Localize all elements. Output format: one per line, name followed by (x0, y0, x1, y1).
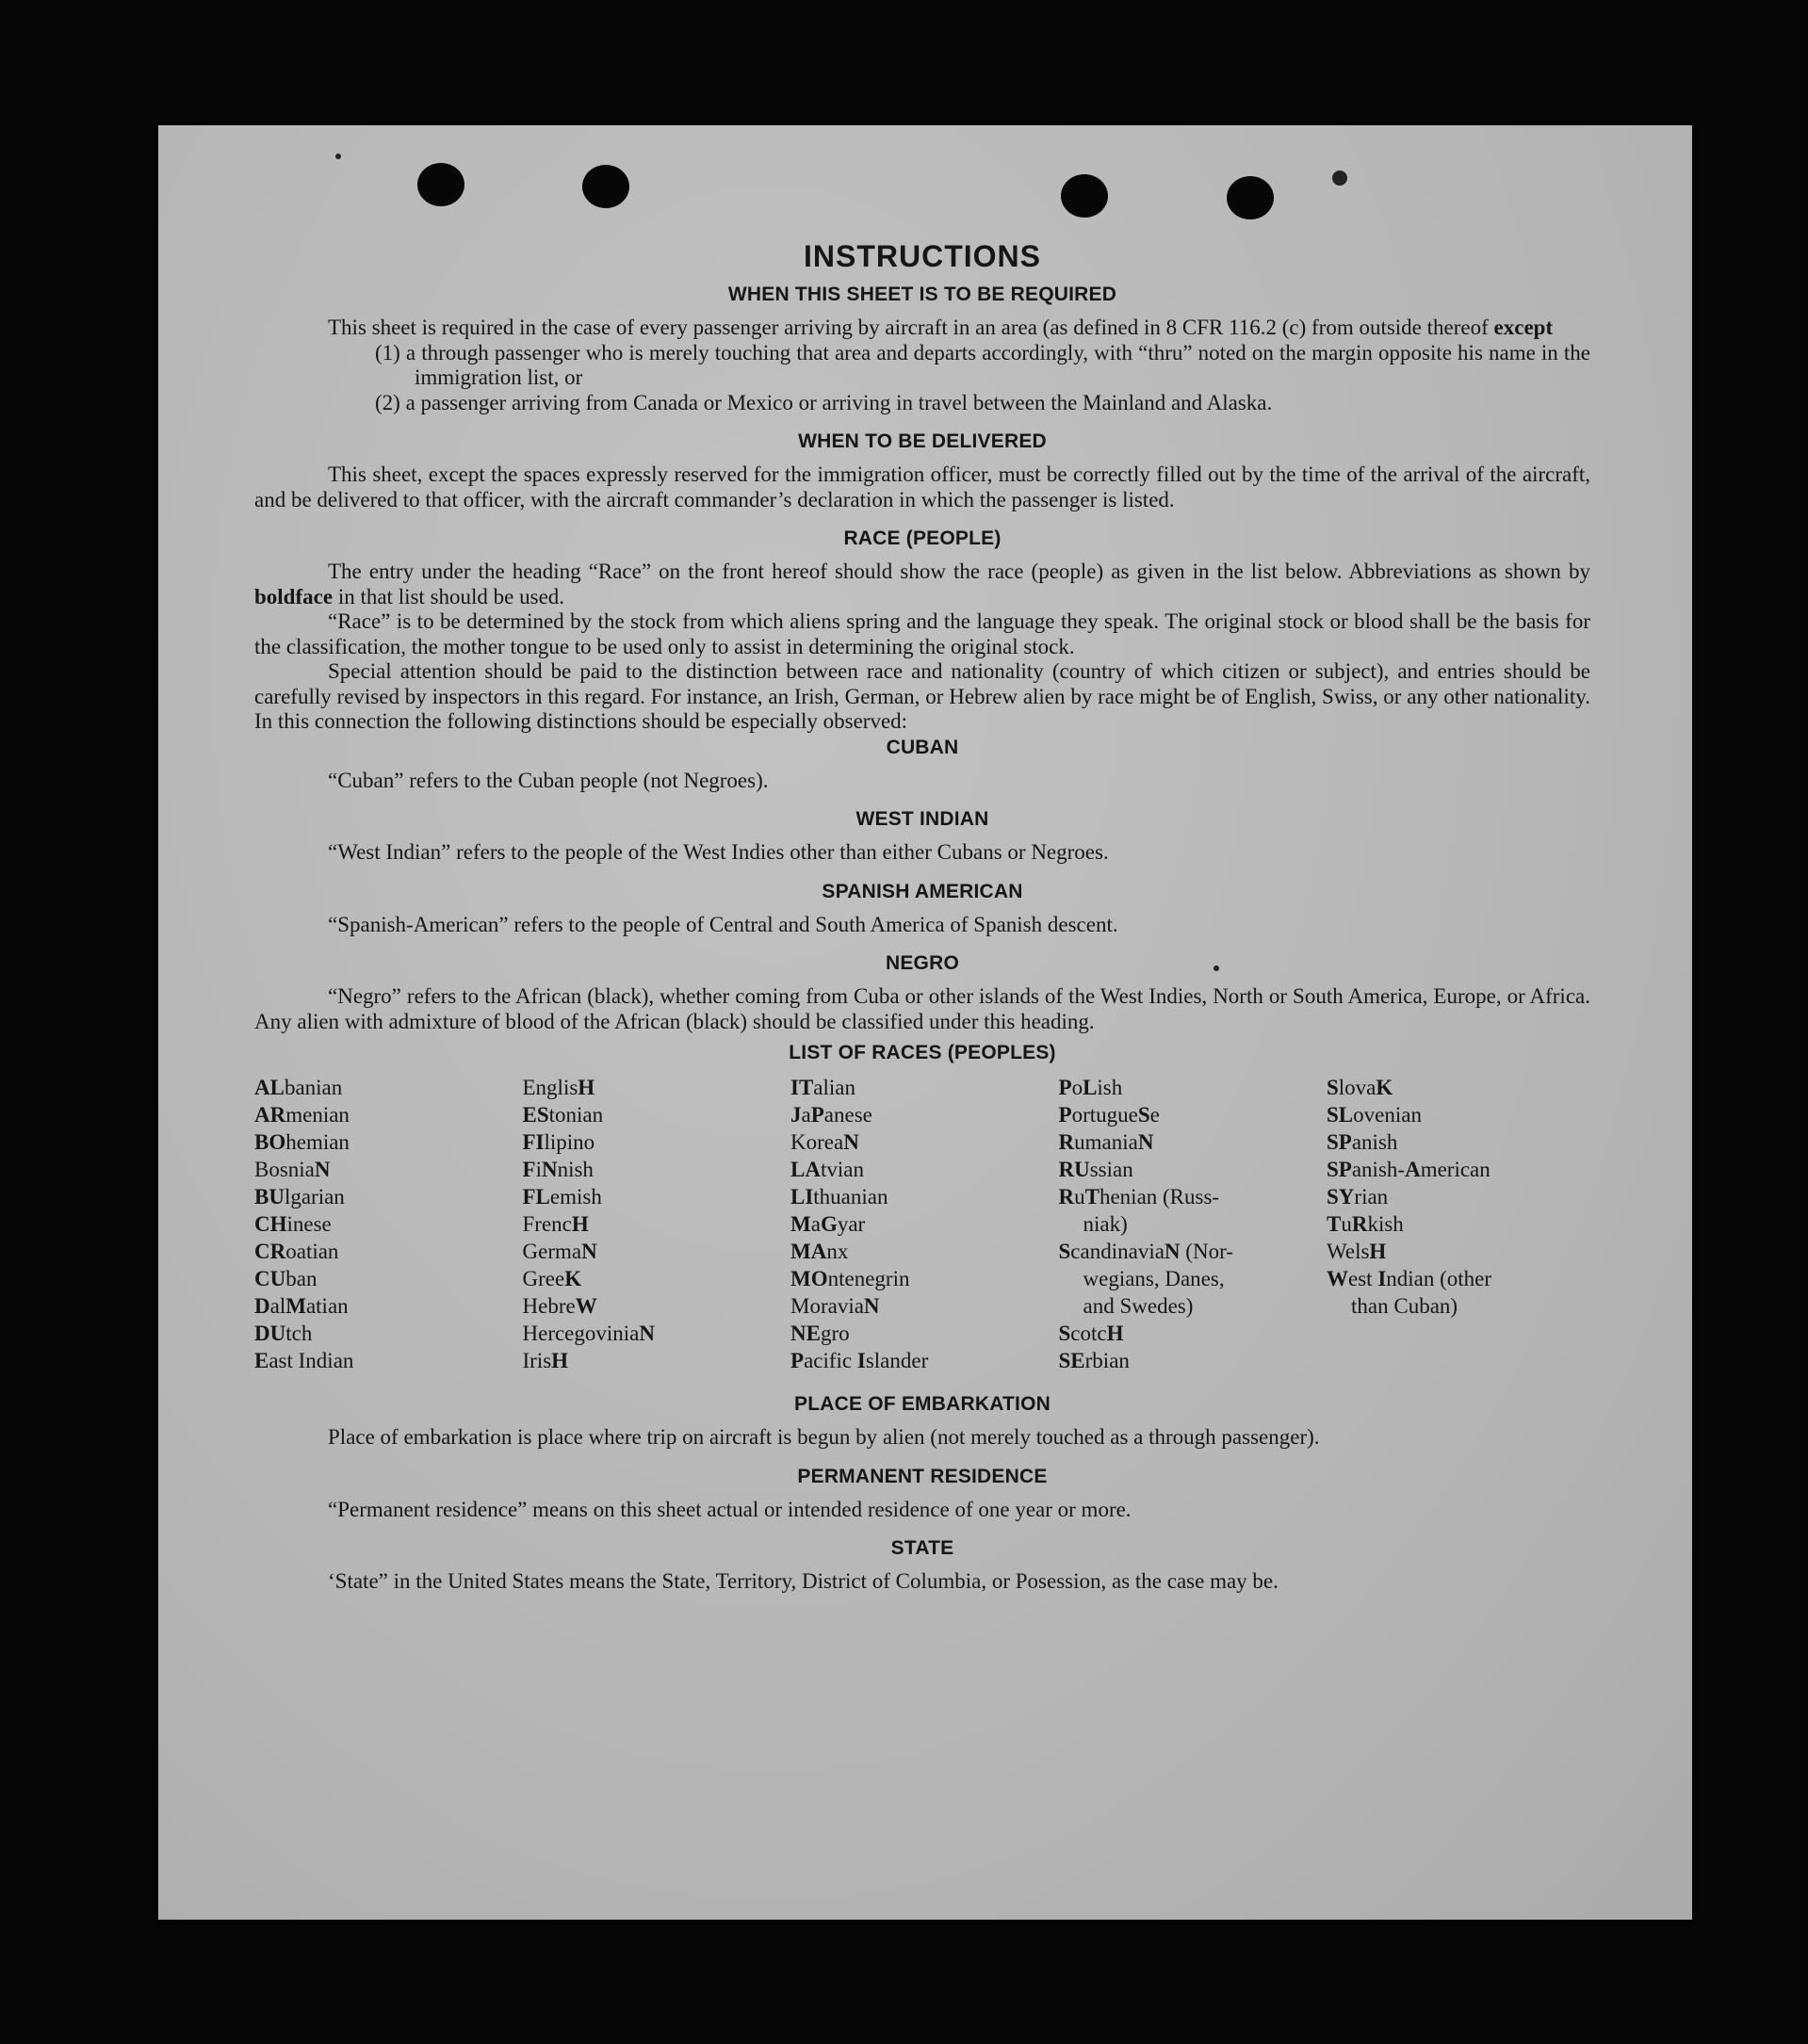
permanent-residence-text: “Permanent residence” means on this sheet actual or intended residence of one year or more. (328, 1497, 1132, 1521)
races-column-5 (1327, 1074, 1590, 1374)
race-entry: BosniaN (254, 1158, 331, 1181)
race-entry: wegians, Danes, (1083, 1267, 1225, 1290)
paper-speck (335, 154, 341, 159)
race-entry: than Cuban) (1351, 1294, 1458, 1318)
race-entry: East Indian (254, 1349, 354, 1372)
race-entry: MoraviaN (790, 1294, 880, 1318)
race-entry: BOhemian (254, 1130, 350, 1154)
races-column-2 (523, 1074, 787, 1374)
race-entry: West Indian (other (1327, 1267, 1492, 1290)
race-entry: MOntenegrin (790, 1267, 910, 1290)
race-entry: LIthuanian (790, 1185, 888, 1209)
sheet-content (254, 238, 1590, 1595)
race-entry: SlovaK (1327, 1076, 1393, 1099)
heading-when-required: WHEN THIS SHEET IS TO BE REQUIRED (727, 284, 1117, 305)
race-entry: JaPanese (790, 1103, 872, 1127)
when-required-item-2: (2) a passenger arriving from Canada or Mexico or arriving in travel between the Mainland and Alaska. (375, 390, 1273, 414)
race-entry: ARmenian (254, 1103, 350, 1127)
race-entry: SPanish (1327, 1130, 1398, 1154)
races-column-4 (1059, 1074, 1323, 1374)
race-entry: GermaN (522, 1240, 597, 1263)
race-entry: FrencH (522, 1212, 589, 1236)
when-delivered-text: This sheet, except the spaces expressly reserved for the immigration officer, must be correctly filled out by the time of the arrival of the aircraft, and be delivered to that officer, with the aircraft commander’s declaration in which the passenger is listed. (254, 462, 1590, 511)
race-paragraph-1: The entry under the heading “Race” on the front hereof should show the race (people) as given in the list below. Abbreviations as shown by boldface in that list should be used. (254, 560, 1590, 608)
race-entry: KoreaN (790, 1130, 859, 1154)
race-entry: SLovenian (1327, 1103, 1422, 1127)
race-entry: CUban (254, 1267, 318, 1290)
west-indian-text: “West Indian” refers to the people of the West Indies other than either Cubans or Negroes. (328, 840, 1109, 864)
race-entry: Pacific Islander (790, 1349, 929, 1372)
race-entry: SYrian (1327, 1185, 1389, 1209)
state-text: ‘State” in the United States means the State, Territory, District of Columbia, or Posession, as the case may be. (328, 1569, 1279, 1593)
cuban-text: “Cuban” refers to the Cuban people (not Negroes). (328, 768, 769, 792)
heading-embarkation: PLACE OF EMBARKATION (794, 1393, 1051, 1415)
race-entry: HercegoviniaN (522, 1322, 656, 1345)
race-entry: MaGyar (790, 1212, 866, 1236)
race-entry: and Swedes) (1083, 1294, 1194, 1318)
race-paragraph-2: “Race” is to be determined by the stock from which aliens spring and the language they speak. The original stock or blood shall be the basis for the classification, the mother tongue to be used only to assist in determining the original stock. (254, 609, 1590, 658)
heading-race: RACE (PEOPLE) (843, 527, 1002, 549)
race-entry: CHinese (254, 1212, 332, 1236)
heading-when-delivered: WHEN TO BE DELIVERED (798, 430, 1047, 452)
race-entry: FiNnish (522, 1158, 594, 1181)
race-entry: ScandinaviaN (Nor- (1058, 1240, 1233, 1263)
race-entry: SPanish-American (1327, 1158, 1490, 1181)
heading-negro: NEGRO (885, 952, 959, 974)
punch-hole (582, 165, 629, 208)
race-entry: WelsH (1327, 1240, 1387, 1263)
race-entry: BUlgarian (254, 1185, 345, 1209)
heading-state: STATE (890, 1537, 954, 1559)
race-entry: IrisH (522, 1349, 569, 1372)
race-entry: LAtvian (790, 1158, 864, 1181)
embarkation-text: Place of embarkation is place where trip on aircraft is begun by alien (not merely touched as a through passenger). (328, 1425, 1320, 1449)
race-paragraph-3: Special attention should be paid to the distinction between race and nationality (country of which citizen or subject), and entries should be carefully revised by inspectors in this regard. For instance, an Irish, German, or Hebrew alien by race might be of English, Swiss, or any other nationality. In this connection the following distinctions should be especially observed: (254, 659, 1590, 733)
races-column-1 (254, 1074, 518, 1374)
spanish-american-text: “Spanish-American” refers to the people of Central and South America of Spanish descent. (328, 912, 1118, 936)
punch-hole (417, 163, 464, 206)
race-entry: RUssian (1058, 1158, 1133, 1181)
when-required-intro: This sheet is required in the case of every passenger arriving by aircraft in an area (as defined in 8 CFR 116.2 (c) from outside thereof except (328, 316, 1554, 339)
heading-west-indian: WEST INDIAN (855, 808, 989, 830)
page-title: INSTRUCTIONS (804, 239, 1041, 273)
race-entry: FIlipino (522, 1130, 595, 1154)
race-entry: NEgro (790, 1322, 850, 1345)
race-entry: DalMatian (254, 1294, 349, 1318)
negro-text: “Negro” refers to the African (black), whether coming from Cuba or other islands of the West Indies, North or South America, Europe, or Africa. Any alien with admixture of blood of the African (black) should be classified under this heading. (254, 984, 1590, 1033)
punch-hole (1061, 174, 1108, 218)
race-entry: niak) (1083, 1212, 1128, 1236)
race-entry: RuThenian (Russ- (1058, 1185, 1220, 1209)
heading-spanish-american: SPANISH AMERICAN (822, 880, 1023, 902)
instruction-sheet (158, 125, 1692, 1920)
punch-hole (1227, 176, 1274, 219)
race-entry: EStonian (522, 1103, 604, 1127)
heading-cuban: CUBAN (886, 736, 959, 758)
race-entry: PoLish (1058, 1076, 1123, 1099)
heading-permanent-residence: PERMANENT RESIDENCE (797, 1465, 1048, 1487)
race-entry: TuRkish (1327, 1212, 1404, 1236)
races-column-3 (790, 1074, 1054, 1374)
race-entry: PortugueSe (1058, 1103, 1160, 1127)
race-entry: MAnx (790, 1240, 849, 1263)
paper-speck (1332, 170, 1347, 186)
race-entry: SErbian (1058, 1349, 1130, 1372)
race-entry: DUtch (254, 1322, 313, 1345)
race-entry: ITalian (790, 1076, 855, 1099)
race-entry: GreeK (522, 1267, 582, 1290)
race-entry: FLemish (522, 1185, 602, 1209)
race-entry: HebreW (522, 1294, 597, 1318)
race-entry: ALbanian (254, 1076, 343, 1099)
race-entry: RumaniaN (1058, 1130, 1154, 1154)
race-entry: CRoatian (254, 1240, 339, 1263)
heading-list-of-races: LIST OF RACES (PEOPLES) (789, 1042, 1056, 1063)
when-required-item-1: (1) a through passenger who is merely touching that area and departs accordingly, with “thru” noted on the margin opposite his name in the immigration list, or (375, 340, 1590, 389)
races-list (254, 1074, 1590, 1374)
race-entry: ScotcH (1058, 1322, 1124, 1345)
race-entry: EnglisH (522, 1076, 595, 1099)
